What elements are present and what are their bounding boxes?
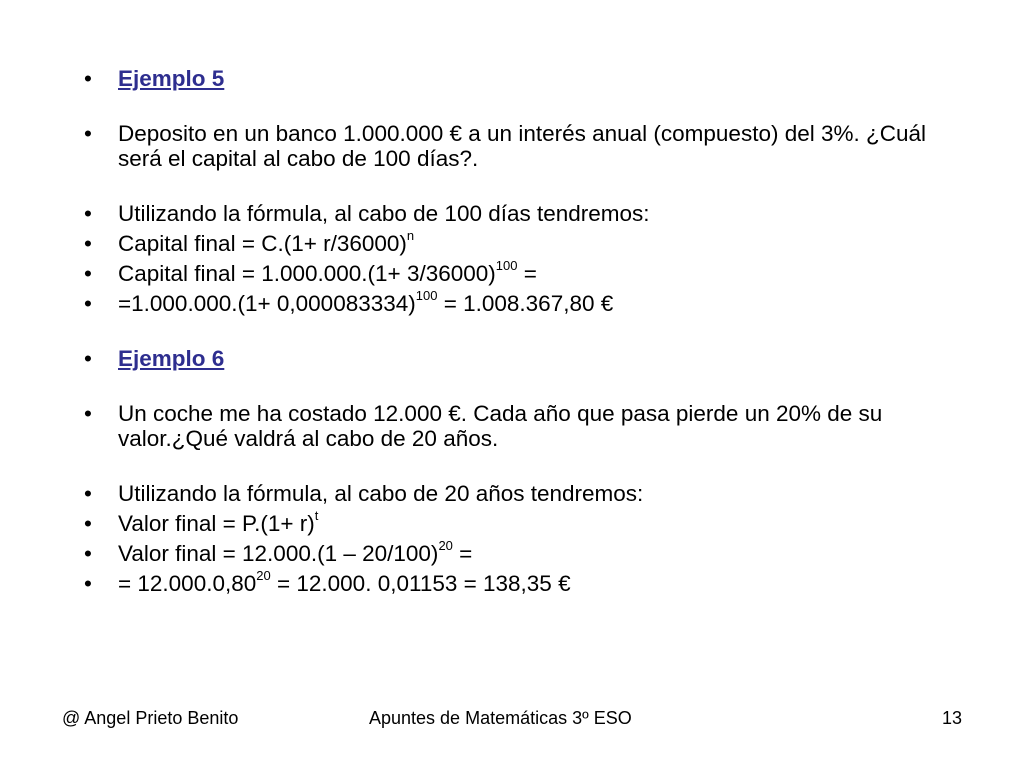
footer-author: @ Angel Prieto Benito: [62, 708, 239, 728]
example5-substitution-tail: =: [517, 261, 537, 286]
example6-substitution-tail: =: [452, 541, 473, 566]
example6-intro: Utilizando la fórmula, al cabo de 20 años tendremos:: [118, 481, 644, 506]
example6-substitution-exponent: 20: [438, 537, 453, 553]
example6-formula-base: Valor final = P.(1+ r): [118, 511, 315, 536]
example5-substitution-exponent: 100: [495, 257, 518, 273]
example5-result-base: =1.000.000.(1+ 0,000083334): [118, 291, 416, 316]
example5-intro: Utilizando la fórmula, al cabo de 100 días tendremos:: [118, 201, 650, 226]
example6-result-base: = 12.000.0,80: [118, 571, 257, 596]
footer-page-number: 13: [942, 708, 963, 728]
example6-formula-bullet: [80, 507, 940, 536]
example5-heading-bullet: [80, 66, 940, 91]
example6-result-tail: = 12.000. 0,01153 = 138,35 €: [270, 571, 571, 596]
example5-substitution-base: Capital final = 1.000.000.(1+ 3/36000): [118, 261, 496, 286]
example6-substitution-base: Valor final = 12.000.(1 – 20/100): [118, 541, 439, 566]
example5-formula-base: Capital final = C.(1+ r/36000): [118, 231, 407, 256]
example5-problem-bullet: [80, 121, 940, 171]
example5-formula-exponent: n: [406, 227, 415, 243]
example5-heading: Ejemplo 5: [118, 66, 225, 91]
example6-intro-bullet: [80, 481, 940, 506]
example6-problem: Un coche me ha costado 12.000 €. Cada año que pasa pierde un 20% de su valor.¿Qué valdrá al cabo de 20 años.: [118, 401, 883, 451]
example5-result-exponent: 100: [415, 287, 438, 303]
example6-substitution-bullet: [80, 537, 940, 566]
example6-heading-bullet: [80, 346, 940, 371]
example6-formula-exponent: t: [314, 507, 319, 523]
example6-problem-bullet: [80, 401, 940, 451]
footer-course: Apuntes de Matemáticas 3º ESO: [369, 708, 632, 728]
example5-result-tail: = 1.008.367,80 €: [437, 291, 614, 316]
example6-heading: Ejemplo 6: [118, 346, 225, 371]
example5-substitution-bullet: [80, 257, 940, 286]
example6-result-bullet: [80, 567, 940, 596]
example6-result-exponent: 20: [256, 567, 271, 583]
bullet-list: [80, 66, 940, 601]
example5-problem: Deposito en un banco 1.000.000 € a un interés anual (compuesto) del 3%. ¿Cuál será el capital al cabo de 100 días?.: [118, 121, 927, 171]
example5-intro-bullet: [80, 201, 940, 226]
example5-formula-bullet: [80, 227, 940, 256]
example5-result-bullet: [80, 287, 940, 316]
